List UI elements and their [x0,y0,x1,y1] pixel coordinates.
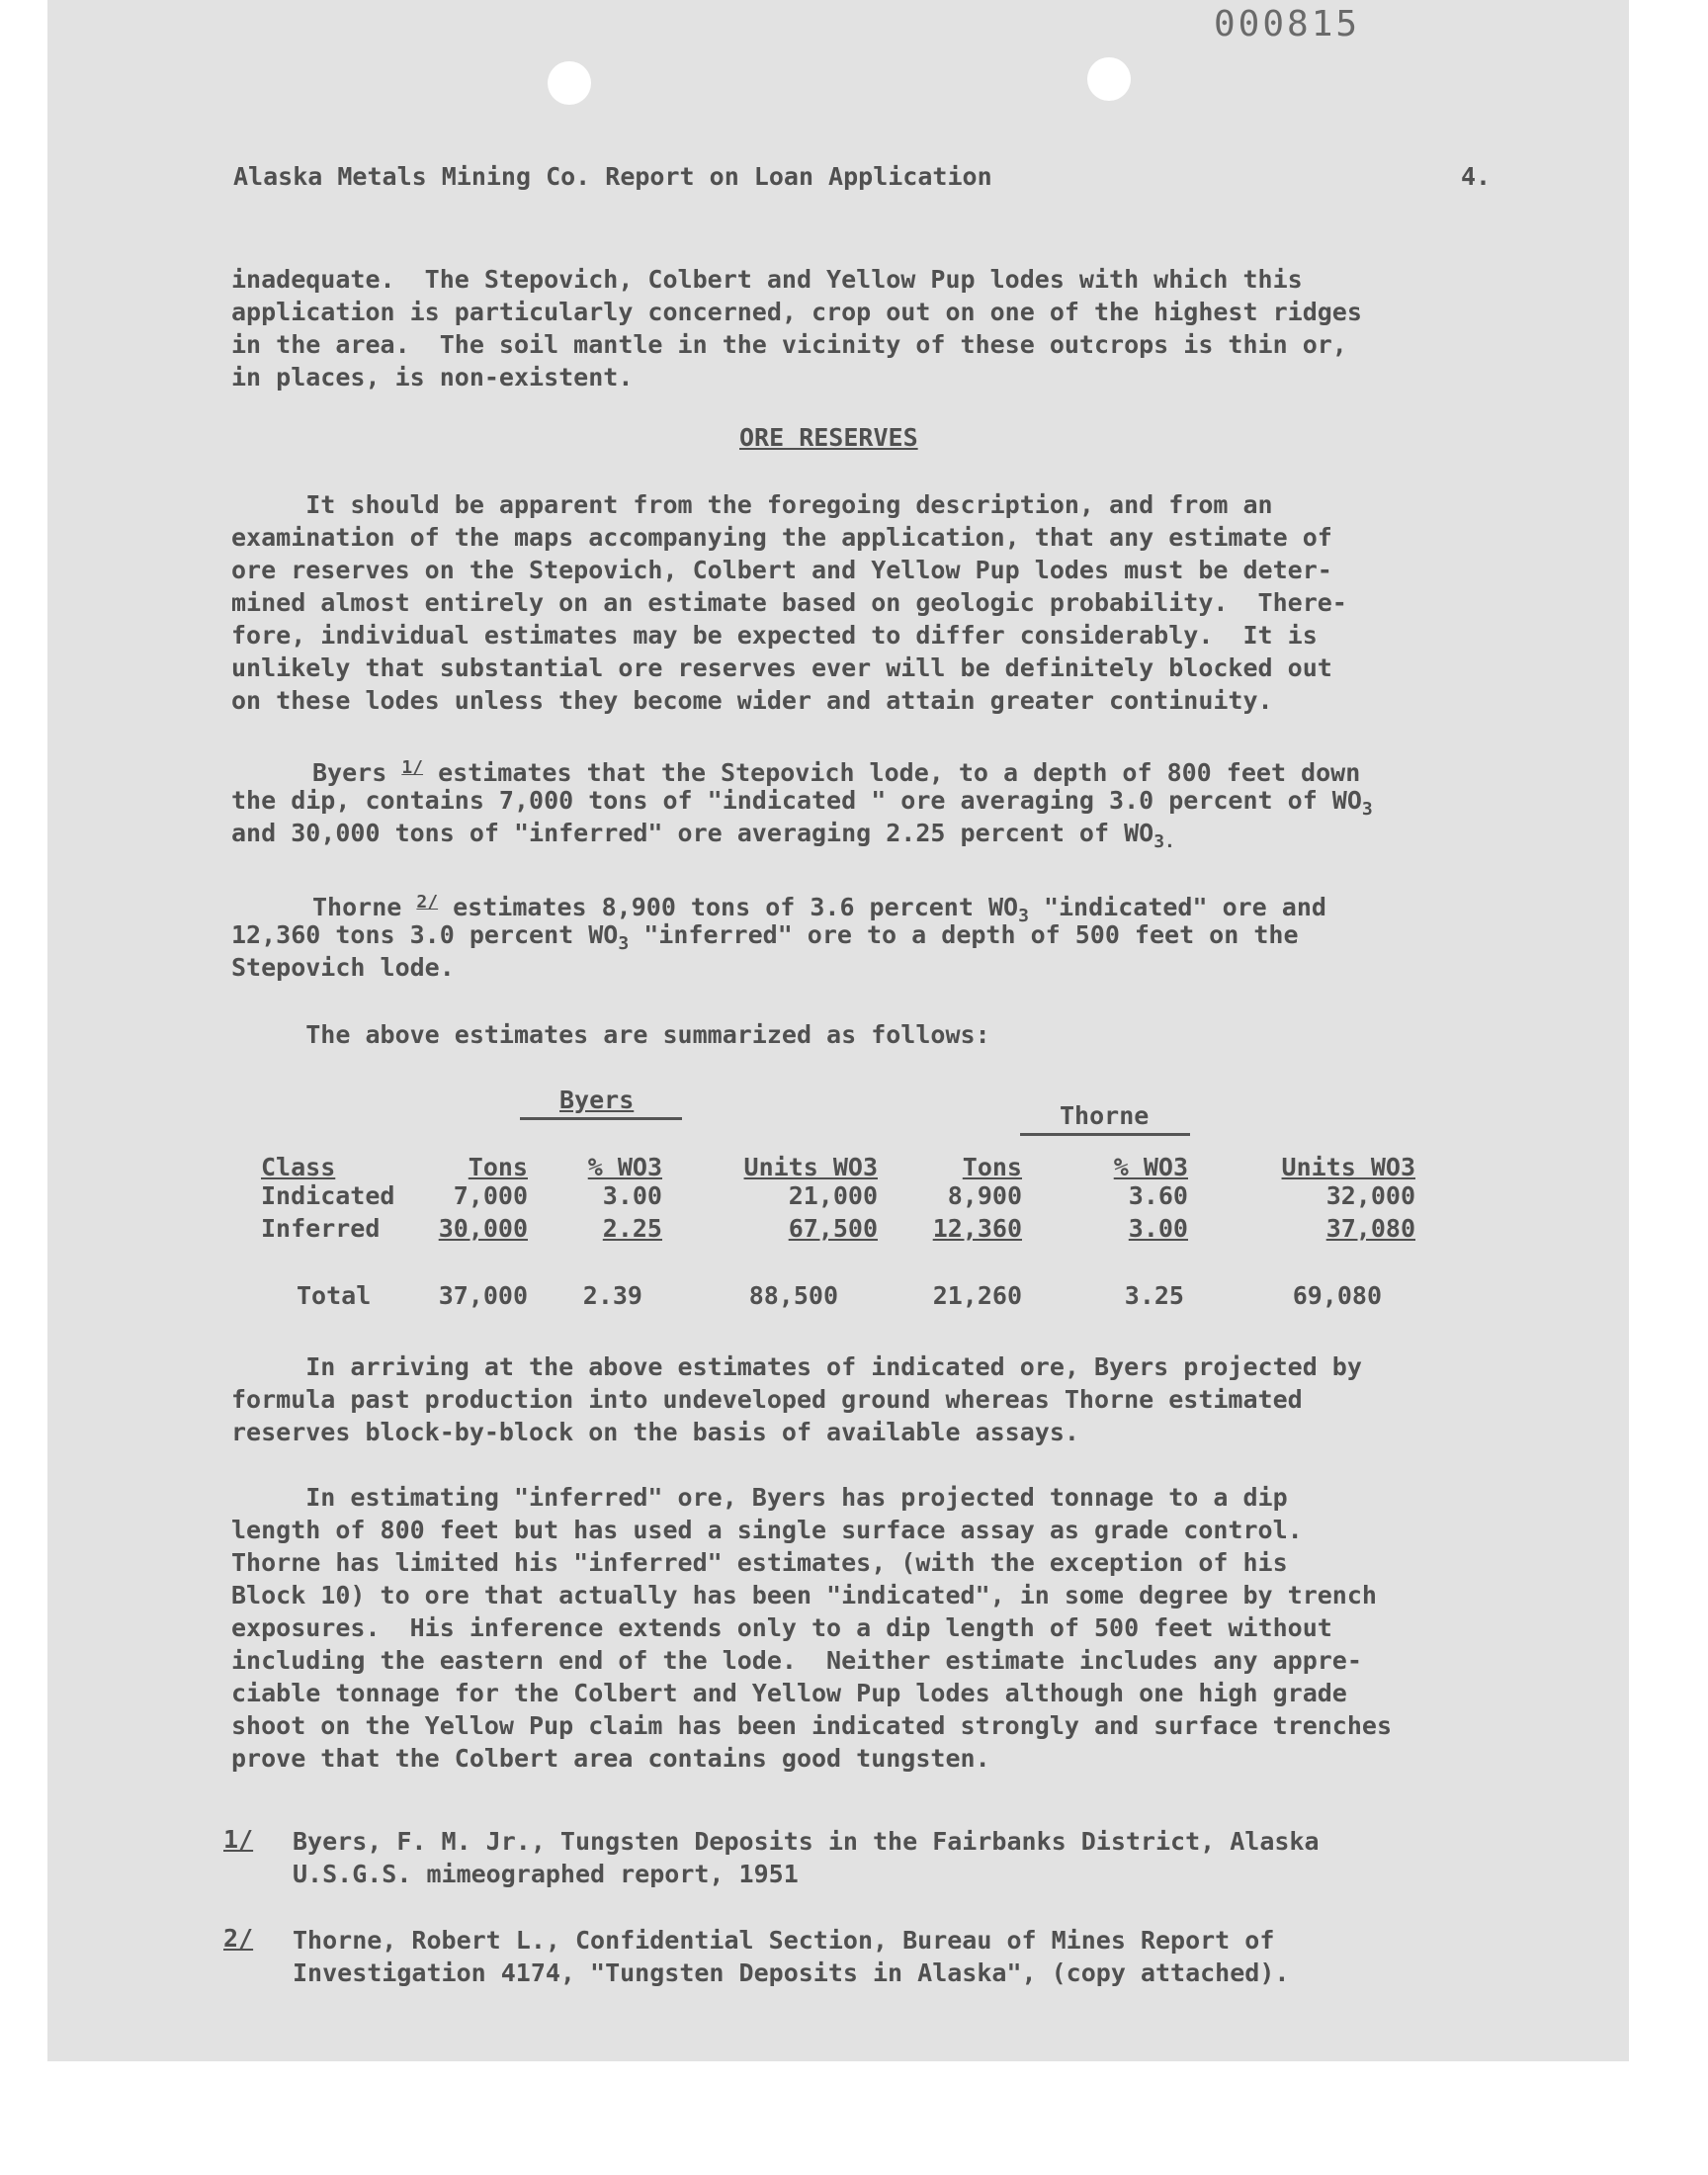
table-cell: 37,080 [1325,1214,1415,1243]
page-number: 4. [1461,162,1492,191]
table-cell: 3.60 [1128,1181,1188,1210]
para-intro-line-4: in places, is non-existent. [231,363,634,392]
para-inferred-line-3: Thorne has limited his "inferred" estimates, (with the exception of his [231,1548,1288,1577]
group-header-thorne: Thorne [1060,1101,1150,1130]
section-heading: ORE RESERVES [739,423,918,452]
byers-line-3-text: and 30,000 tons of "inferred" ore averaging 2.25 percent of WO [231,819,1154,847]
para-inferred-line-7: ciable tonnage for the Colbert and Yellow Pup lodes although one high grade [231,1679,1347,1707]
col-header-byers-units: Units WO3 [743,1153,878,1181]
subscript: 3. [1153,831,1175,852]
footnote-mark: 2/ [223,1924,254,1953]
para-intro-line-2: application is particularly concerned, crop out on one of the highest ridges [231,298,1362,326]
para-inferred-line-9: prove that the Colbert area contains good tungsten. [231,1744,990,1773]
table-cell: 21,000 [788,1181,878,1210]
document-stamp-number: 000815 [1214,4,1361,44]
subscript: 3 [1018,906,1029,926]
table-cell: 2.25 [602,1214,662,1243]
group-header-byers: Byers [559,1086,635,1114]
para-intro-line-3: in the area. The soil mantle in the vicinity of these outcrops is thin or, [231,330,1347,359]
para-inferred-line-2: length of 800 feet but has used a single surface assay as grade control. [231,1516,1303,1544]
punch-hole-left [548,61,591,105]
col-header-byers-tons: Tons [468,1153,528,1181]
col-header-thorne-pct: % WO3 [1113,1153,1188,1181]
para-byers-line-3 [231,817,1175,858]
byers-line-2-text: the dip, contains 7,000 tons of "indicated " ore averaging 3.0 percent of WO [231,786,1362,815]
table-cell: 88,500 [748,1281,838,1310]
table-cell: 2.39 [582,1281,642,1310]
footnote-text: U.S.G.S. mimeographed report, 1951 [293,1860,799,1888]
table-cell: 21,260 [932,1281,1022,1310]
table-cell: Indicated [261,1181,395,1210]
table-cell: 12,360 [932,1214,1022,1243]
para-inferred-line-5: exposures. His inference extends only to a dip length of 500 feet without [231,1613,1332,1642]
para-thorne-line-3: Stepovich lode. [231,953,455,982]
table-cell: 67,500 [788,1214,878,1243]
table-cell: 7,000 [453,1181,528,1210]
punch-hole-right [1087,57,1131,101]
thorne-name: Thorne [312,893,402,921]
footnote-text: Byers, F. M. Jr., Tungsten Deposits in the Fairbanks District, Alaska [293,1827,1320,1856]
byers-line-1-text: estimates that the Stepovich lode, to a depth of 800 feet down [423,758,1361,787]
subscript: 3 [618,933,630,954]
table-cell: 3.00 [1128,1214,1188,1243]
thorne-line-2-text: 12,360 tons 3.0 percent WO [231,920,619,949]
table-cell: 37,000 [438,1281,528,1310]
table-cell: 69,080 [1292,1281,1382,1310]
para-reserves-line-5: fore, individual estimates may be expected to differ considerably. It is [231,621,1318,650]
para-inferred-line-4: Block 10) to ore that actually has been "indicated", in some degree by trench [231,1581,1377,1610]
para-inferred-line-1: In estimating "inferred" ore, Byers has projected tonnage to a dip [231,1483,1288,1512]
table-cell: 3.25 [1124,1281,1184,1310]
footnote-mark: 1/ [223,1825,254,1854]
byers-name: Byers [312,758,387,787]
group-rule-thorne [1020,1133,1190,1136]
col-header-class: Class [261,1153,336,1181]
table-cell: 30,000 [438,1214,528,1243]
table-cell: 8,900 [947,1181,1022,1210]
thorne-line-1-text: estimates 8,900 tons of 3.6 percent WO [438,893,1019,921]
footnote-ref-2: 2/ [416,892,439,913]
para-reserves-line-6: unlikely that substantial ore reserves ever will be definitely blocked out [231,653,1332,682]
footnote-text: Thorne, Robert L., Confidential Section, Bureau of Mines Report of [293,1926,1275,1955]
footnote-ref-1: 1/ [401,757,424,778]
para-reserves-line-7: on these lodes unless they become wider and attain greater continuity. [231,686,1273,715]
subscript: 3 [1361,799,1373,820]
para-arriving-line-3: reserves block-by-block on the basis of available assays. [231,1418,1079,1446]
footnote-text: Investigation 4174, "Tungsten Deposits in Alaska", (copy attached). [293,1958,1290,1987]
para-inferred-line-6: including the eastern end of the lode. Neither estimate includes any appre- [231,1646,1362,1675]
para-inferred-line-8: shoot on the Yellow Pup claim has been indicated strongly and surface trenches [231,1711,1392,1740]
header-title: Alaska Metals Mining Co. Report on Loan Application [233,162,992,191]
para-reserves-line-3: ore reserves on the Stepovich, Colbert and Yellow Pup lodes must be deter- [231,556,1332,584]
col-header-byers-pct: % WO3 [587,1153,662,1181]
table-cell: 3.00 [602,1181,662,1210]
col-header-thorne-units: Units WO3 [1281,1153,1415,1181]
para-intro-line-1: inadequate. The Stepovich, Colbert and Yellow Pup lodes with which this [231,265,1303,294]
table-cell: Total [297,1281,372,1310]
group-rule-byers [520,1117,682,1120]
para-summary-intro: The above estimates are summarized as follows: [231,1020,990,1049]
col-header-thorne-tons: Tons [962,1153,1022,1181]
thorne-line-2-rest: "inferred" ore to a depth of 500 feet on the [629,920,1299,949]
thorne-line-1-rest: "indicated" ore and [1028,893,1326,921]
para-reserves-line-2: examination of the maps accompanying the application, that any estimate of [231,523,1332,552]
para-arriving-line-1: In arriving at the above estimates of indicated ore, Byers projected by [231,1352,1362,1381]
para-reserves-line-1: It should be apparent from the foregoing description, and from an [231,490,1273,519]
table-cell: Inferred [261,1214,381,1243]
para-arriving-line-2: formula past production into undeveloped ground whereas Thorne estimated [231,1385,1303,1414]
table-cell: 32,000 [1325,1181,1415,1210]
para-reserves-line-4: mined almost entirely on an estimate based on geologic probability. There- [231,588,1347,617]
